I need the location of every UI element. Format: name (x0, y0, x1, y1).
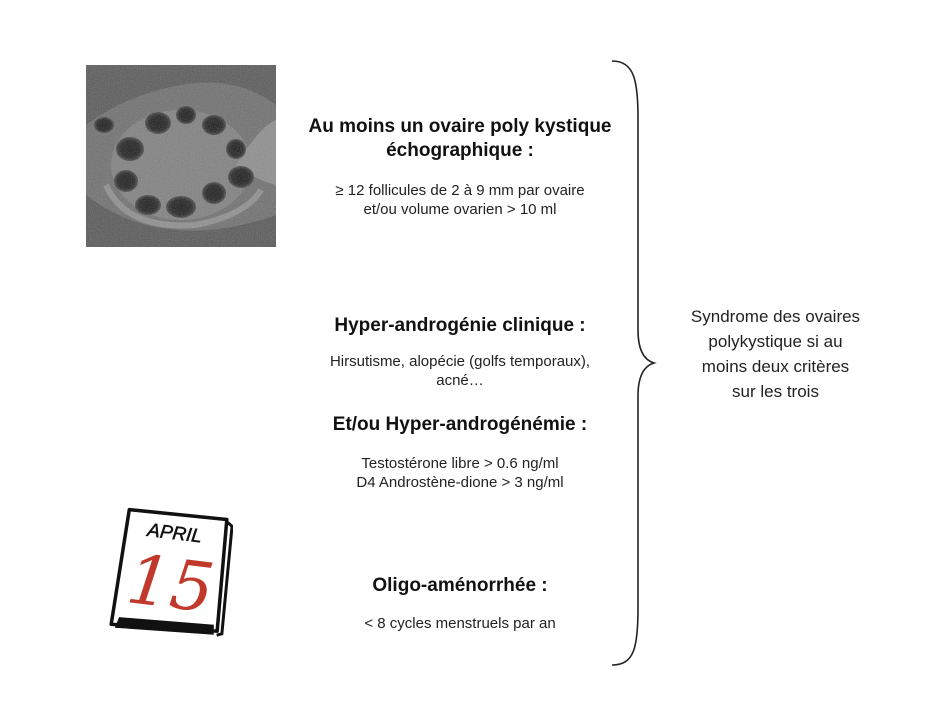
oligomenorrhea-detail: < 8 cycles menstruels par an (364, 615, 556, 632)
clinical-hyperandrogenism-detail (260, 352, 660, 390)
ovary-ultrasound-image (86, 65, 276, 247)
ovary-detail-line1: ≥ 12 follicules de 2 à 9 mm par ovaire (335, 182, 585, 199)
ovary-criterion-detail (270, 181, 650, 219)
conclusion-line1: Syndrome des ovaires (690, 307, 861, 326)
ovary-detail-line2: et/ou volume ovarien > 10 ml (363, 201, 557, 218)
calendar-month: APRIL (146, 520, 204, 548)
clinical-detail-line2: acné… (436, 372, 484, 389)
conclusion-line4: sur les trois (732, 382, 819, 401)
clinical-detail-line1: Hirsutisme, alopécie (golfs temporaux), (329, 353, 591, 370)
ovary-criterion-title (270, 115, 650, 163)
hyperandrogenemia-title: Et/ou Hyper-androgénémie : (332, 414, 588, 435)
hyperandrogenemia-detail (260, 454, 660, 492)
hyperandrogenemia-detail-line2: D4 Androstène-dione > 3 ng/ml (356, 474, 564, 491)
clinical-hyperandrogenism-title: Hyper-androgénie clinique : (334, 315, 586, 336)
oligomenorrhea-title: Oligo-aménorrhée : (372, 575, 548, 596)
conclusion-text (648, 304, 903, 404)
conclusion-line2: polykystique si au (708, 332, 843, 351)
hyperandrogenemia-detail-line1: Testostérone libre > 0.6 ng/ml (361, 455, 559, 472)
calendar-icon (108, 505, 233, 640)
conclusion-line3: moins deux critères (701, 357, 850, 376)
ovary-title-line1: Au moins un ovaire poly kystique (308, 116, 612, 137)
calendar-day: 15 (122, 540, 219, 630)
ovary-title-line2: échographique : (386, 140, 534, 161)
